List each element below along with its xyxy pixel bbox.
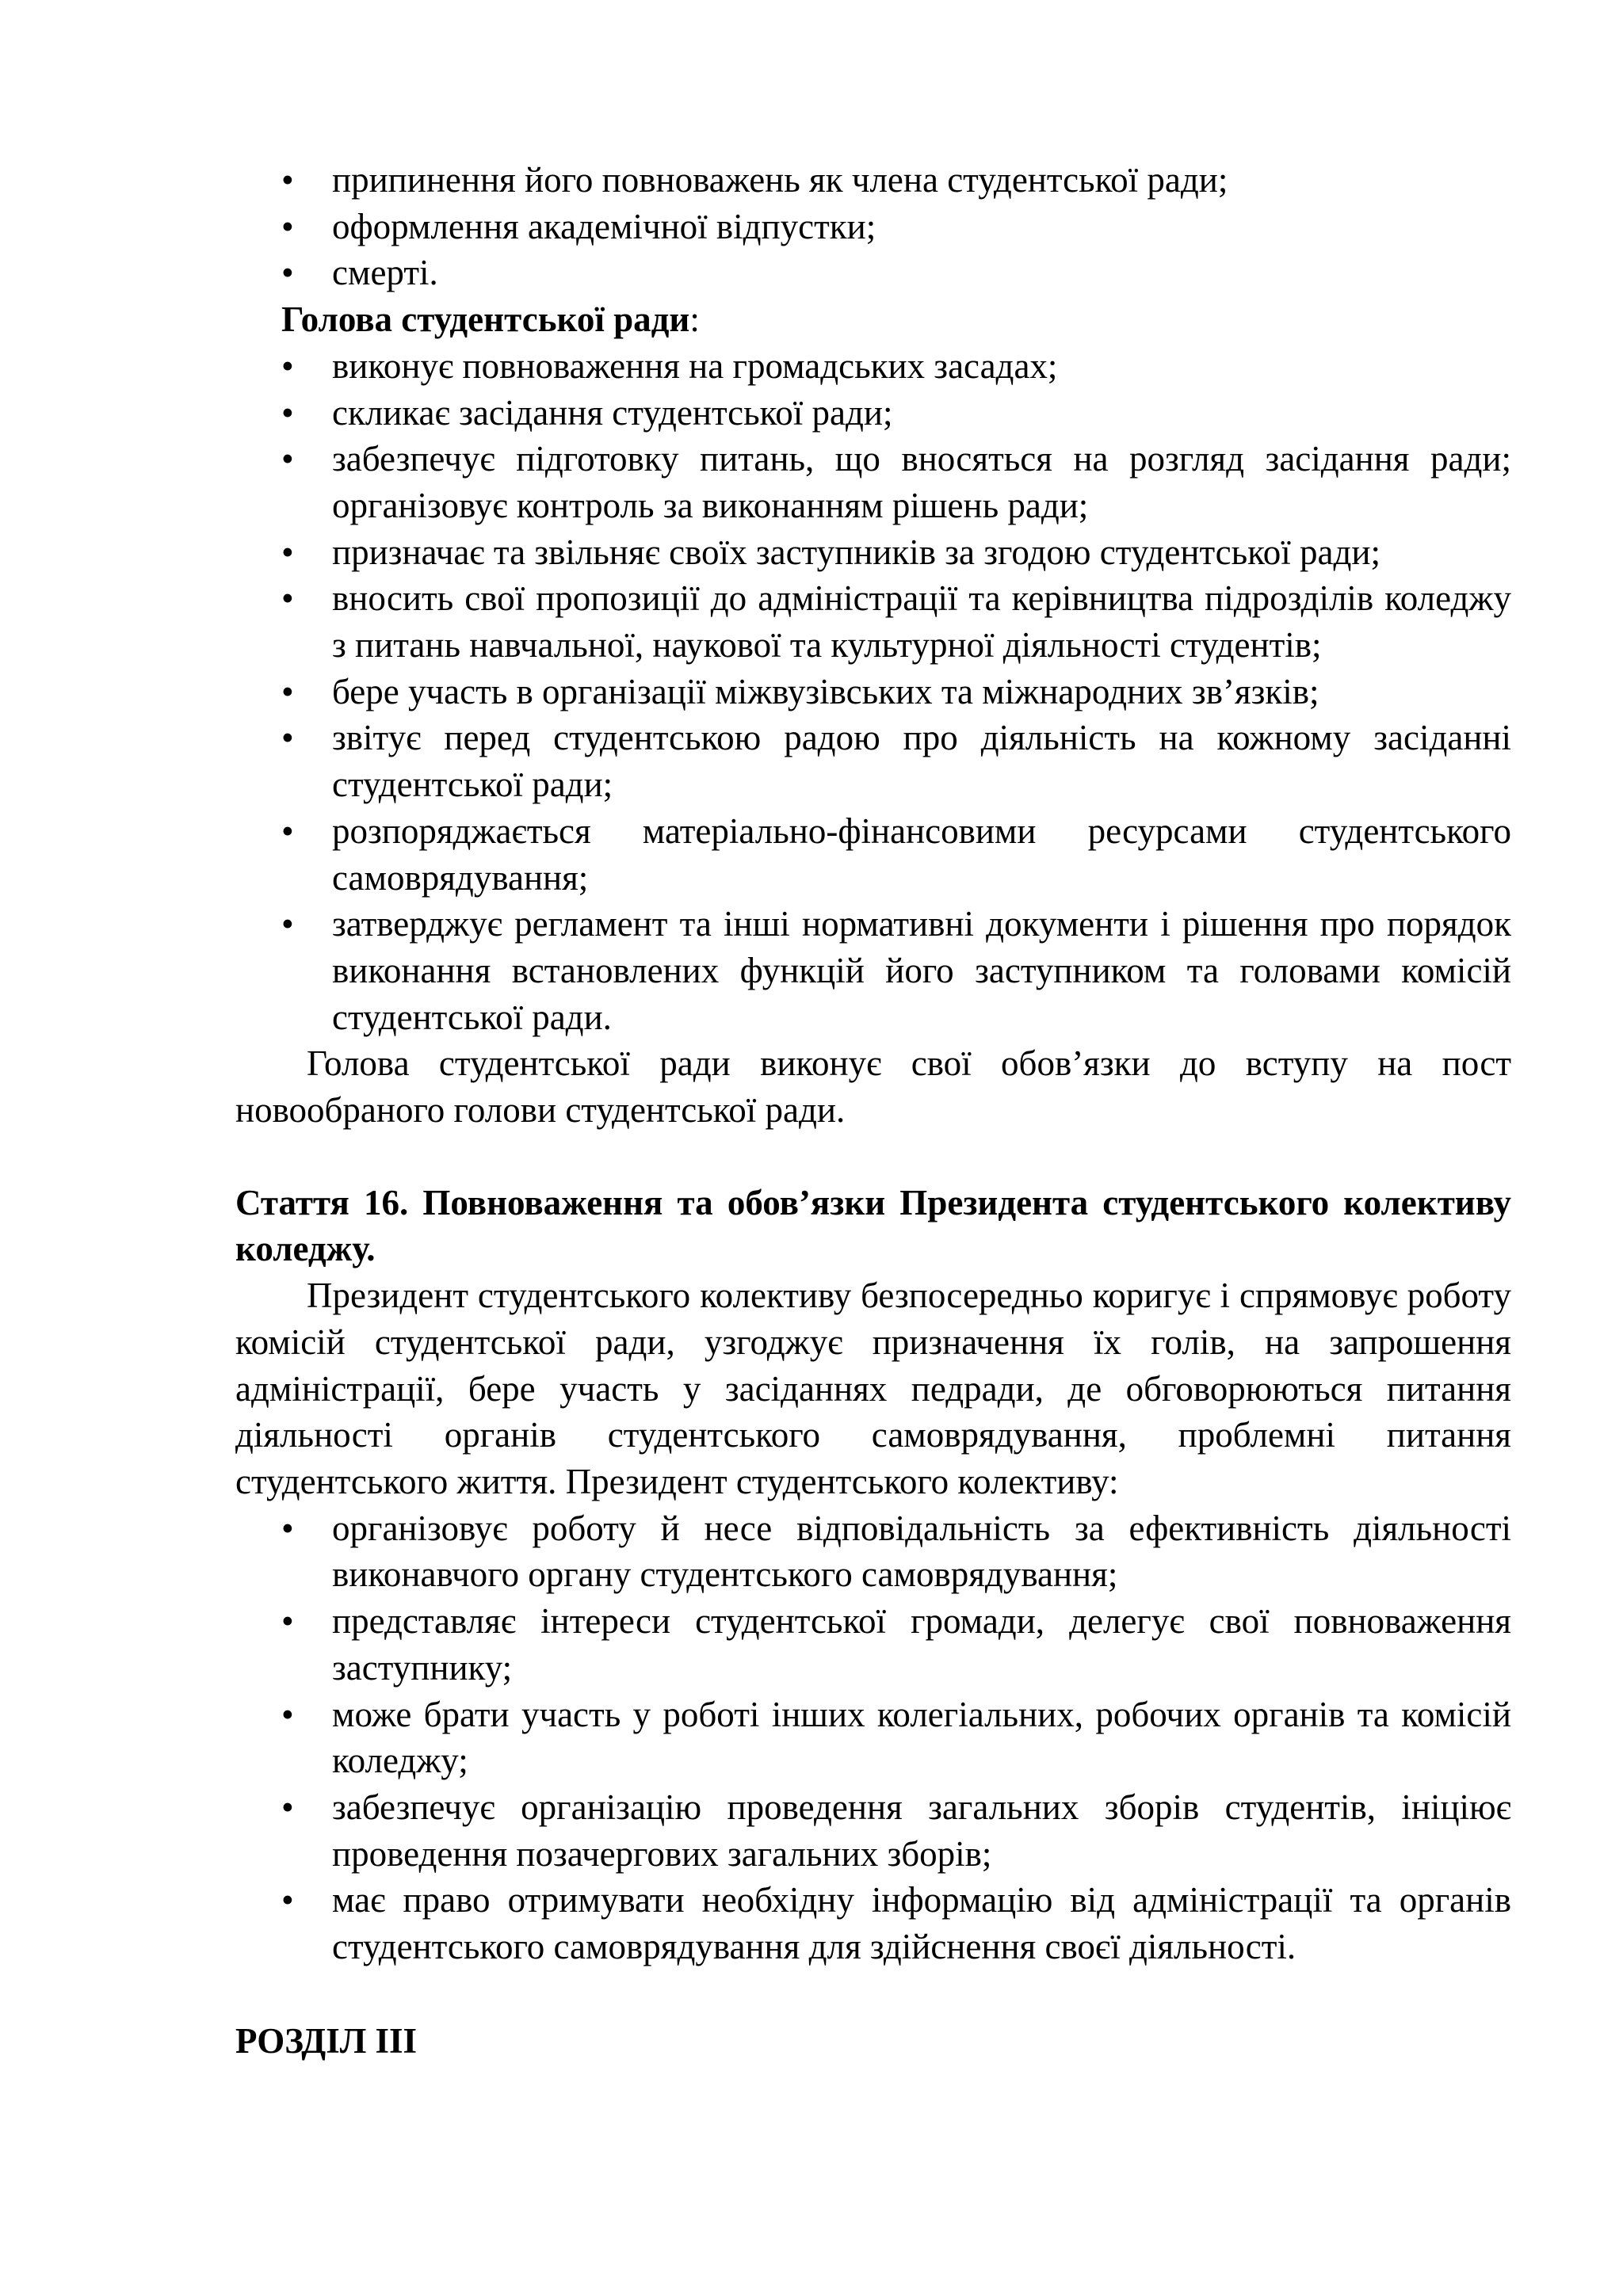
list-item: • призначає та звільняє своїх заступників за згодою студентської ради;: [235, 529, 1511, 576]
article-16-paragraph: Президент студентського колективу безпосередньо коригує і спрямовує роботу комісій студентської ради, узгоджує призначення їх голів, на запрошення адміністрації, бере участь у засіданнях педради, де обговорюються питання діяльності органів студентського самоврядування, проблемні питання студентського життя. Президент студентського колективу:: [235, 1276, 1511, 1501]
section-3-title: РОЗДІЛ ІІІ: [235, 2020, 418, 2061]
list-item: • затверджує регламент та інші нормативні документи і рішення про порядок виконання встановлених функцій його заступником та головами комісій студентської ради.: [235, 901, 1511, 1040]
list-item: • бере участь в організації міжвузівських та міжнародних зв’язків;: [235, 669, 1511, 715]
article-16-title: Стаття 16. Повноваження та обов’язки Президента студентського колективу коледжу.: [235, 1182, 1511, 1269]
list-item: • може брати участь у роботі інших колегіальних, робочих органів та комісій коледжу;: [235, 1691, 1511, 1784]
list-item: • розпоряджається матеріально-фінансовими ресурсами студентського самоврядування;: [235, 808, 1511, 901]
list-item: • припинення його повноважень як члена студентської ради;: [235, 157, 1511, 204]
list-item: • забезпечує підготовку питань, що вносяться на розгляд засідання ради; організовує контроль за виконанням рішень ради;: [235, 436, 1511, 528]
termination-list: [235, 157, 1511, 296]
list-item: • смерті.: [235, 250, 1511, 296]
list-item: • оформлення академічної відпустки;: [235, 204, 1511, 250]
president-duties-list: [235, 1505, 1511, 1970]
chair-term-paragraph: Голова студентської ради виконує свої обов’язки до вступу на пост новообраного голови студентської ради.: [235, 1043, 1511, 1131]
chair-heading-colon: :: [689, 299, 700, 340]
list-item: • виконує повноваження на громадських засадах;: [235, 343, 1511, 390]
chair-duties-list: [235, 343, 1511, 1041]
list-item: • скликає засідання студентської ради;: [235, 390, 1511, 437]
list-item: • звітує перед студентською радою про діяльність на кожному засіданні студентської ради;: [235, 715, 1511, 807]
list-item: • забезпечує організацію проведення загальних зборів студентів, ініціює проведення позачергових загальних зборів;: [235, 1784, 1511, 1877]
list-item: • вносить свої пропозиції до адміністрації та керівництва підрозділів коледжу з питань навчальної, наукової та культурної діяльності студентів;: [235, 575, 1511, 668]
list-item: • має право отримувати необхідну інформацію від адміністрації та органів студентського самоврядування для здійснення своєї діяльності.: [235, 1877, 1511, 1970]
list-item: • представляє інтереси студентської громади, делегує свої повноваження заступнику;: [235, 1598, 1511, 1691]
chair-heading-text: Голова студентської ради: [281, 299, 690, 340]
chair-heading: [235, 296, 1511, 343]
list-item: • організовує роботу й несе відповідальність за ефективність діяльності виконавчого органу студентського самоврядування;: [235, 1505, 1511, 1598]
document-body: [235, 157, 1511, 2064]
